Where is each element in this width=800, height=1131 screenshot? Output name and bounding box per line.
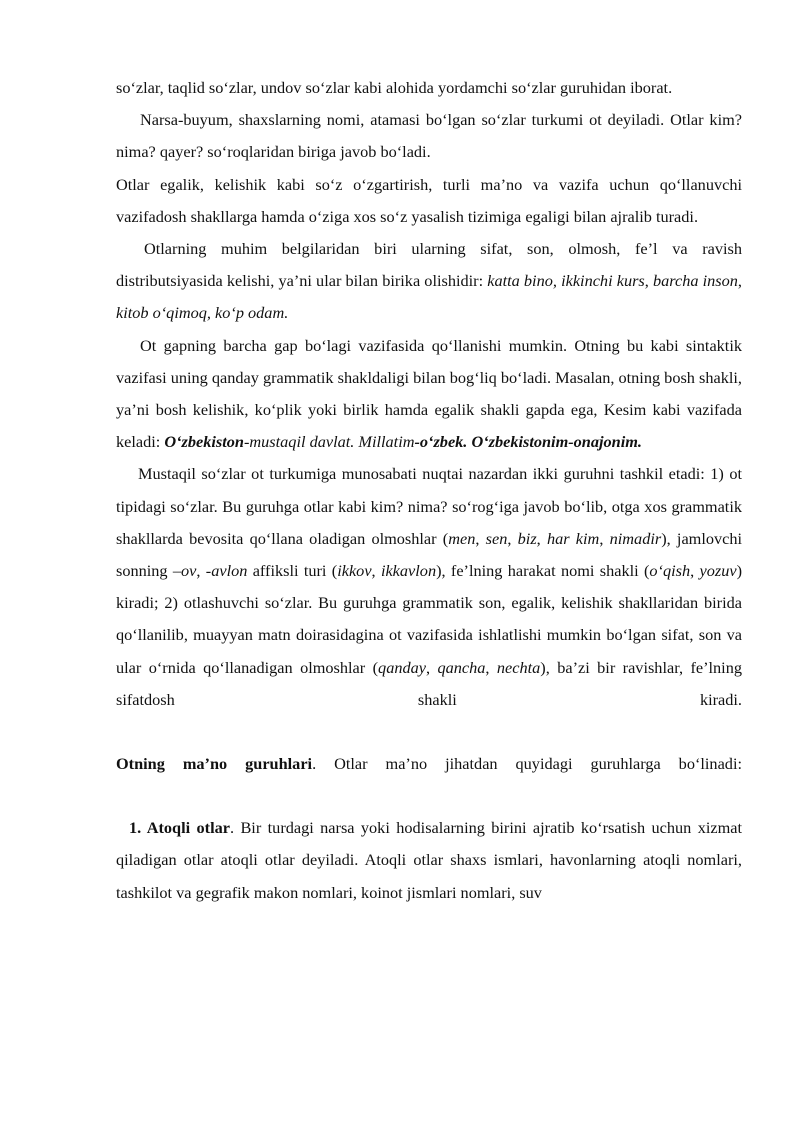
text-run: , <box>599 528 610 548</box>
example-word: biz <box>517 528 537 548</box>
paragraph-5 <box>116 330 742 459</box>
text-run: , <box>475 528 486 548</box>
blank-line <box>116 716 742 748</box>
example-word: sen <box>485 528 508 548</box>
text-run: , <box>425 657 438 677</box>
list-item-text: . Bir turdagi narsa yoki hodisalarning birini ajratib ko‘rsatish uchun xizmat qiladigan otlar atoqli otlar deyiladi. Atoqli otlar shaxs ismlari, havonlarning atoqli nomlari, tashkilot va gegrafik makon nomlari, koinot jismlari nomlari, suv <box>116 818 743 902</box>
list-item-heading: 1. Atoqli otlar <box>129 818 230 838</box>
separator: , <box>737 271 742 291</box>
paragraph-4 <box>116 233 742 330</box>
paragraph-3: Otlar egalik, kelishik kabi so‘z o‘zgartirish, turli ma’no va vazifa uchun qo‘llanuvchi vazifadosh shakllarga hamda o‘ziga xos so‘z yasalish tizimiga egaligi bilan ajralib turadi. <box>116 174 742 226</box>
example-word: nimadir <box>609 528 662 548</box>
example-word: men <box>448 528 476 548</box>
example-word: ikkavlon <box>380 561 437 581</box>
example-phrase: kitob o‘qimoq, ko‘p odam. <box>116 303 289 323</box>
text-run: , <box>485 657 497 677</box>
separator: , <box>644 271 653 291</box>
text-run: , <box>536 528 547 548</box>
example-bold: -o‘zbek. O‘zbekistonim-onajonim. <box>414 432 642 452</box>
example-word: qanday <box>378 657 426 677</box>
blank-line <box>116 780 742 812</box>
paragraph-6 <box>116 458 742 716</box>
example-word: yozuv <box>699 561 737 581</box>
section-heading-paragraph <box>116 748 742 780</box>
text-run: ) kiradi; 2) otlashuvchi so‘zlar. Bu guruhga grammatik son, egalik, kelishik shakllaridan birida qo‘llanilib, muayyan matn doirasidagina ot vazifasida ishlatlishi mumkin bo‘lgan sifat, son va ular o‘rnida qo‘llanadigan olmoshlar ( <box>116 561 742 677</box>
example-word: ikkov <box>337 561 372 581</box>
example-word: nechta <box>496 657 541 677</box>
example-word: har kim <box>546 528 600 548</box>
example-phrase: katta bino, ikkinchi kurs <box>487 271 645 291</box>
paragraph-1: so‘zlar, taqlid so‘zlar, undov so‘zlar kabi alohida yordamchi so‘zlar guruhidan iborat. <box>116 78 673 97</box>
text-run: , <box>690 561 700 581</box>
text-run: ), fe’lning harakat nomi shakli ( <box>436 561 650 581</box>
text-run: Mustaqil so‘zlar ot turkumiga munosabati nuqtai nazardan ikki guruhni tashkil etadi: 1) ot tipidagi so‘zlar. Bu guruhga otlar kabi kim? nima? so‘rog‘iga javob bo‘lib, otga xos grammatik shakllarda bevosita qo‘llana oladigan olmoshlar ( <box>116 464 742 548</box>
example-word: –ov <box>172 561 197 581</box>
document-page <box>116 72 742 909</box>
text-run: , <box>371 561 381 581</box>
paragraph-2: Narsa-buyum, shaxslarning nomi, atamasi bo‘lgan so‘zlar turkumi ot deyiladi. Otlar kim? nima? qayer? so‘roqlaridan biriga javob bo‘ladi. <box>116 110 742 162</box>
paragraph-4-text: Otlarning muhim belgilaridan biri ularning sifat, son, olmosh, fe’l va ravish distributsiyasida kelishi, ya’ni ular bilan birika olishidir: <box>116 239 742 291</box>
text-run: affiksli turi ( <box>247 561 338 581</box>
section-heading-text: . Otlar ma’no jihatdan quyidagi guruhlarga bo‘linadi: <box>312 754 742 774</box>
paragraph-5-text: Ot gapning barcha gap bo‘lagi vazifasida qo‘llanishi mumkin. Otning bu kabi sintaktik vazifasi uning qanday grammatik shakldaligi bilan bog‘liq bo‘ladi. Masalan, otning bosh shakli, ya’ni bosh kelishik, ko‘plik yoki birlik hamda egalik shakli gapda ega, Kesim kabi vazifada keladi: <box>116 335 742 452</box>
text-run: , <box>196 561 206 581</box>
example-bold: O‘zbekiston <box>164 432 244 452</box>
section-heading: Otning ma’no guruhlari <box>116 754 313 774</box>
example-italic: -mustaqil davlat. Millatim <box>243 432 415 452</box>
example-word: qancha <box>437 657 486 677</box>
text-run: , <box>507 528 518 548</box>
example-word: o‘qish <box>649 561 691 581</box>
text-run: ), jamlovchi sonning <box>116 528 743 581</box>
text-run: ), ba’zi bir ravishlar, fe’lning sifatdosh shakli kiradi. <box>116 657 742 709</box>
paragraph-8 <box>116 812 742 909</box>
example-word: -avlon <box>205 561 248 581</box>
example-phrase: barcha inson <box>652 271 738 291</box>
